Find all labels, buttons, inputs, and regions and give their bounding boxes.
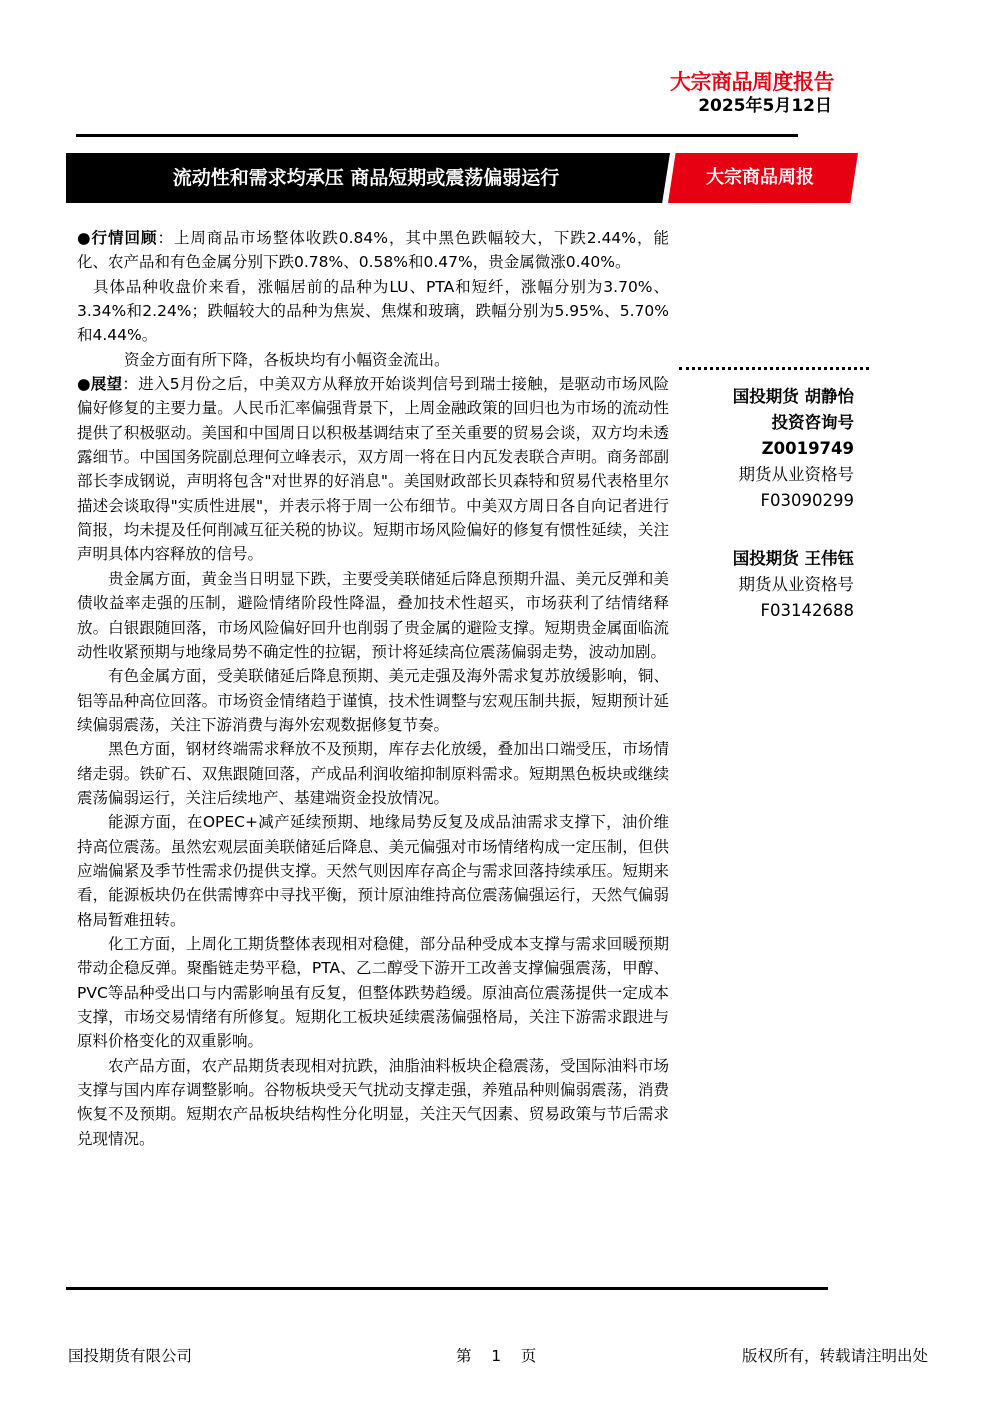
outlook-paragraph [77, 372, 669, 567]
review-label: ●行情回顾 [77, 229, 158, 247]
analyst-1-name: 国投期货 胡静怡 [732, 387, 854, 406]
analyst-2-qualification-number: F03142688 [760, 601, 854, 620]
report-title: 大宗商品周度报告 [670, 70, 834, 94]
report-date: 2025年5月12日 [698, 96, 832, 116]
analyst-1-qualification-number: F03090299 [760, 491, 854, 510]
footer-page-number: 第 1 页 [456, 1347, 537, 1365]
review-text: 上周商品市场整体收跌0.84%，其中黑色跌幅较大，下跌2.44%，能化、农产品和有色金属分别下跌0.78%、0.58%和0.47%，贵金属微涨0.40%。 [77, 229, 669, 272]
analyst-1-qualification-label: 期货从业资格号 [738, 465, 854, 484]
outlook-label: ●展望 [77, 375, 123, 394]
sidebar-dotted-divider [679, 367, 869, 370]
outlook-colon: ： [122, 375, 139, 394]
analyst-1-consult-number: Z0019749 [761, 439, 854, 458]
bottom-divider [66, 1287, 828, 1290]
headline: 流动性和需求均承压 商品短期或震荡偏弱运行 [172, 167, 560, 189]
nonferrous-paragraph: 有色金属方面，受美联储延后降息预期、美元走强及海外需求复苏放缓影响，铜、铝等品种高位回落。市场资金情绪趋于谨慎，技术性调整与宏观压制共振，短期预计延续偏弱震荡，关注下游消费与海外宏观数据修复节奏。 [77, 667, 669, 734]
report-body [77, 226, 669, 1151]
analyst-2-qualification-label: 期货从业资格号 [738, 575, 854, 594]
funds-paragraph: 资金方面有所下降，各板块均有小幅资金流出。 [124, 350, 450, 369]
report-category-tag: 大宗商品周报 [706, 167, 814, 188]
analyst-2-name: 国投期货 王伟钰 [732, 549, 854, 568]
review-paragraph [77, 226, 669, 275]
review-detail-paragraph: 具体品种收盘价来看，涨幅居前的品种为LU、PTA和短纤，涨幅分别为3.70%、3.34%和2.24%；跌幅较大的品种为焦炭、焦煤和玻璃，跌幅分别为5.95%、5.70%和4.44%。 [77, 277, 669, 345]
review-colon: ： [157, 229, 174, 247]
footer-company: 国投期货有限公司 [68, 1347, 193, 1365]
analyst-card-2 [733, 546, 854, 624]
top-divider [76, 134, 798, 137]
energy-paragraph: 能源方面，在OPEC+减产延续预期、地缘局势反复及成品油需求支撑下，油价维持高位震荡。虽然宏观层面美联储延后降息、美元偏强对市场情绪构成一定压制，但供应端偏紧及季节性需求仍提供支撑。天然气则因库存高企与需求回落持续承压。短期来看，能源板块仍在供需博弈中寻找平衡，预计原油维持高位震荡偏强运行，天然气偏弱格局暂难扭转。 [77, 813, 669, 929]
footer-copyright: 版权所有，转载请注明出处 [741, 1347, 928, 1365]
precious-metals-paragraph: 贵金属方面，黄金当日明显下跌，主要受美联储延后降息预期升温、美元反弹和美债收益率走强的压制，避险情绪阶段性降温，叠加技术性超买，市场获利了结情绪释放。白银跟随回落，市场风险偏好回升也削弱了贵金属的避险支撑。短期贵金属面临流动性收紧预期与地缘局势不确定性的拉锯，预计将延续高位震荡偏弱走势，波动加剧。 [77, 569, 669, 661]
chemicals-paragraph: 化工方面，上周化工期货整体表现相对稳健，部分品种受成本支撑与需求回暖预期带动企稳反弹。聚酯链走势平稳，PTA、乙二醇受下游开工改善支撑偏强震荡，甲醇、PVC等品种受出口与内需影响虽有反复，但整体跌势趋缓。原油高位震荡提供一定成本支撑，市场交易情绪有所修复。短期化工板块延续震荡偏强格局，关注下游需求跟进与原料价格变化的双重影响。 [77, 934, 669, 1051]
analyst-card-1 [733, 384, 854, 514]
analyst-1-consult-label: 投资咨询号 [771, 413, 854, 432]
agriculture-paragraph: 农产品方面，农产品期货表现相对抗跌，油脂油料板块企稳震荡，受国际油料市场支撑与国内库存调整影响。谷物板块受天气扰动支撑走强，养殖品种则偏弱震荡，消费恢复不及预期。短期农产品板块结构性分化明显，关注天气因素、贸易政策与节后需求兑现情况。 [77, 1056, 669, 1148]
outlook-text: 进入5月份之后，中美双方从释放开始谈判信号到瑞士接触，是驱动市场风险偏好修复的主要力量。人民币汇率偏强背景下，上周金融政策的回归也为市场的流动性提供了积极驱动。美国和中国周日以积极基调结束了至关重要的贸易会谈，双方均未透露细节。中国国务院副总理何立峰表示，双方周一将在日内瓦发表联合声明。商务部副部长李成钢说，声明将包含"对世界的好消息"。美国财政部长贝森特和贸易代表格里尔描述会谈取得"实质性进展"，并表示将于周一公布细节。中美双方周日各自向记者进行简报，均未提及任何削减互征关税的协议。短期市场风险偏好的修复有惯性延续，关注声明具体内容释放的信号。 [77, 375, 669, 564]
ferrous-paragraph: 黑色方面，钢材终端需求释放不及预期，库存去化放缓，叠加出口端受压，市场情绪走弱。铁矿石、双焦跟随回落，产成品利润收缩抑制原料需求。短期黑色板块或继续震荡偏弱运行，关注后续地产、基建端资金投放情况。 [77, 740, 669, 807]
